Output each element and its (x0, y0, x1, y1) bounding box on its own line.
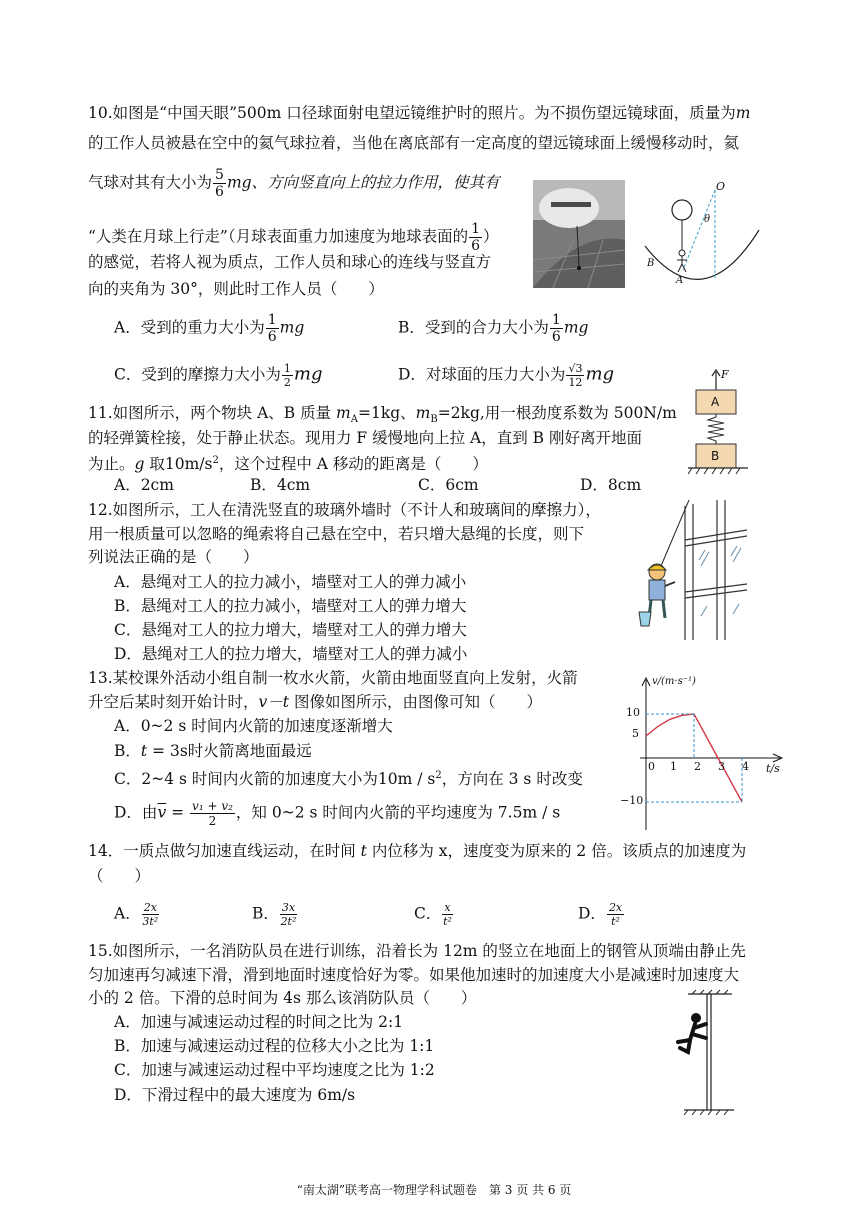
q12-option-c: C．悬绳对工人的拉力增大，墙壁对工人的弹力增大 (114, 621, 467, 639)
q14-option-c: C． $\frac{x}{\text{t²}}$ (414, 901, 452, 928)
q12-option-a: A．悬绳对工人的拉力减小，墙壁对工人的弹力减小 (114, 573, 467, 591)
y-tick-neg10: −10 (620, 794, 644, 807)
q10-diagram (641, 180, 761, 288)
q10-option-b: B．受到的合力大小为 $\frac{1}{6}$ mg (398, 312, 589, 345)
q10-line5: 的感觉，若将人视为质点，工作人员和球心的连线与竖直方 (88, 253, 492, 271)
q11-option-d: D．8cm (580, 476, 642, 494)
label-b: B (647, 258, 655, 269)
q12-line3: 列说法正确的是（ ） (88, 548, 259, 566)
label-f: F (721, 368, 729, 381)
x-tick-2: 2 (694, 760, 701, 773)
q10-line6: 向的夹角为 30°，则此时工作人员（ ） (88, 280, 384, 298)
spring-blocks-figure (688, 368, 748, 480)
y-axis-label: v/(m·s⁻¹) (652, 676, 696, 687)
q15-option-c: C．加速与减速运动过程中平均速度之比为 1:2 (114, 1061, 435, 1079)
q12-option-b: B．悬绳对工人的拉力减小，墙壁对工人的弹力增大 (114, 597, 467, 615)
label-o: O (716, 180, 726, 193)
q10-line3: 气球对其有大小为 $\frac{5}{6}$ mg、方向竖直向上的拉力作用，使其有 (88, 167, 500, 200)
q14-option-b: B． $\frac{3x}{\text{2t²}}$ (252, 901, 297, 928)
q10-line2: 的工作人员被悬在空中的氦气球拉着，当他在离底部有一定高度的望远镜球面上缓慢移动时，氦 (88, 134, 740, 152)
q10-line1: 10.如图是“中国天眼”500m 口径球面射电望远镜维护时的照片。为不损伤望远镜球面，质量为m (88, 104, 751, 122)
vt-graph (620, 670, 790, 835)
q12-line2: 用一根质量可以忽略的绳索将自己悬在空中，若只增大悬绳的长度，则下 (88, 525, 585, 543)
q15-option-b: B．加速与减速运动过程的位移大小之比为 1:1 (114, 1037, 435, 1055)
q13-line1: 13.某校课外活动小组自制一枚水火箭，火箭由地面竖直向上发射，火箭 (88, 669, 578, 687)
q15-line3: 小的 2 倍。下滑的总时间为 4s 那么该消防队员（ ） (88, 989, 477, 1007)
firefighter-pole-figure (670, 990, 736, 1115)
q12-option-d: D．悬绳对工人的拉力增大，墙壁对工人的弹力减小 (114, 645, 468, 663)
q14-option-d: D． $\frac{2x}{\text{t²}}$ (578, 901, 623, 928)
q15-option-a: A．加速与减速运动过程的时间之比为 2:1 (114, 1013, 404, 1031)
q14-option-a: A． $\frac{2x}{\text{3t²}}$ (114, 901, 159, 928)
label-theta: θ (704, 214, 711, 225)
q11-option-b: B．4cm (250, 476, 311, 494)
page-footer: “南太湖”联考高一物理学科试题卷 第 3 页 共 6 页 (296, 1183, 572, 1197)
q13-option-d: D．由$\overline{v}$ = $\frac{\text{v₁ + v₂}}{2}$ ，知 0~2 s 时间内火箭的平均速度为 7.5m / s (114, 799, 561, 828)
q11-option-a: A．2cm (114, 476, 174, 494)
q13-option-a: A．0~2 s 时间内火箭的加速度逐渐增大 (114, 717, 393, 735)
q10-line4: “人类在月球上行走”（月球表面重力加速度为地球表面的 $\frac{1}{6}$ ） (88, 221, 499, 254)
x-tick-4: 4 (742, 760, 749, 773)
y-tick-10: 10 (626, 706, 640, 719)
block-b-label: B (711, 449, 720, 463)
q13-option-b: B．t = 3s时火箭离地面最远 (114, 742, 312, 760)
q10-option-a: A．受到的重力大小为 $\frac{1}{6}$ mg (114, 312, 305, 345)
x-tick-0: 0 (648, 760, 655, 773)
x-tick-1: 1 (670, 760, 677, 773)
x-tick-3: 3 (718, 760, 725, 773)
q14-line2: （ ） (88, 867, 151, 885)
q10-option-d: D．对球面的压力大小为 $\frac{√3}{12}$ mg (398, 362, 615, 389)
x-axis-label: t/s (766, 762, 780, 775)
q11-option-c: C．6cm (418, 476, 479, 494)
q11-line1: 11.如图所示，两个物块 A、B 质量 $m_A=1kg$、$m_B=2kg$,用一根劲度系数为 500N/m (88, 404, 677, 426)
q13-line2: 升空后某时刻开始计时，v－t 图像如图所示，由图像可知（ ） (88, 693, 542, 711)
y-tick-5: 5 (632, 727, 639, 740)
q15-line1: 15.如图所示，一名消防队员在进行训练，沿着长为 12m 的竖立在地面上的钢管从顶端由静止先 (88, 942, 746, 960)
q14-line1: 14．一质点做匀加速直线运动，在时间 t 内位移为 x，速度变为原来的 2 倍。该质点的加速度为 (88, 842, 747, 860)
q15-line2: 匀加速再匀减速下滑，滑到地面时速度恰好为零。如果他加速时的加速度大小是减速时加速度大 (88, 966, 740, 984)
q12-line1: 12.如图所示，工人在清洗竖直的玻璃外墙时（不计人和玻璃间的摩擦力）， (88, 501, 601, 519)
label-a: A (676, 275, 684, 286)
block-a-label: A (711, 395, 720, 409)
q11-line2: 的轻弹簧栓接，处于静止状态。现用力 F 缓慢地向上拉 A，直到 B 刚好离开地面 (88, 429, 642, 447)
window-cleaner-figure (635, 500, 747, 640)
telescope-photo (533, 180, 625, 288)
q10-option-c: C．受到的摩擦力大小为 $\frac{1}{2}$ mg (114, 362, 323, 389)
q11-line3: 为止。g 取$10m/s^2$，这个过程中 A 移动的距离是（ ） (88, 455, 488, 474)
q15-option-d: D．下滑过程中的最大速度为 6m/s (114, 1086, 356, 1104)
q13-option-c: C．2~4 s 时间内火箭的加速度大小为$10m / s^2$，方向在 3 s 时改变 (114, 770, 583, 789)
